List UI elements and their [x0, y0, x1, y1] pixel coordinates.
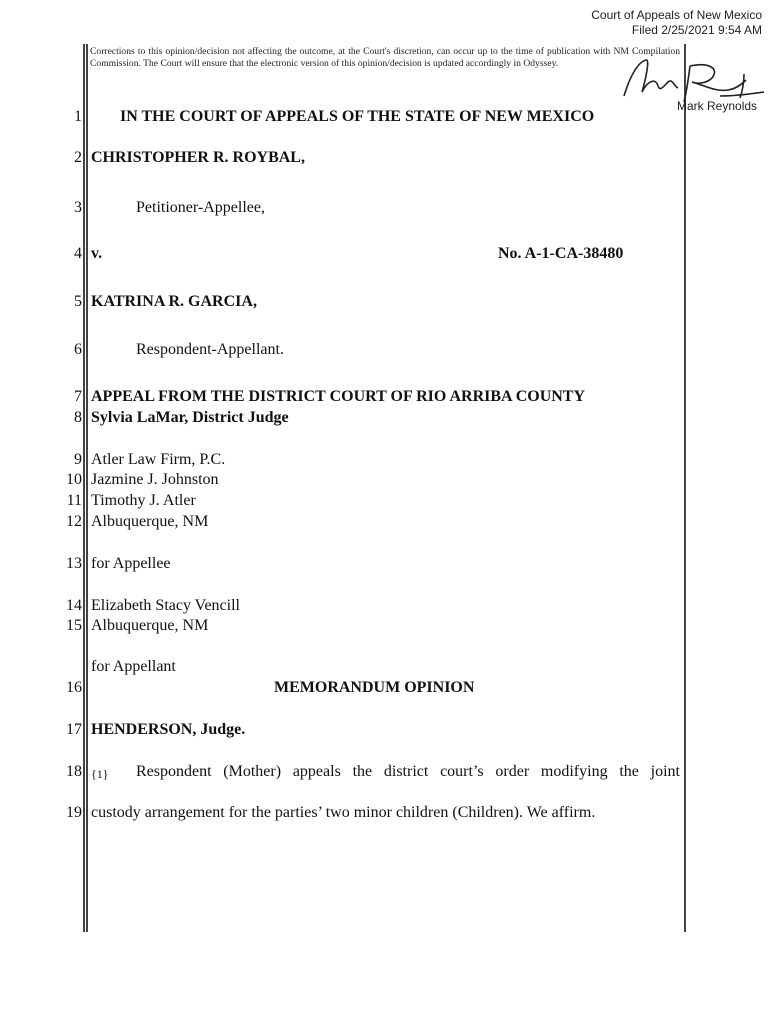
body-text: custody arrangement for the parties’ two minor children (Children). We affirm.: [91, 804, 596, 821]
line-number: 16: [66, 679, 82, 696]
for-appellee: for Appellee: [91, 555, 171, 572]
versus: v.: [91, 245, 103, 262]
appellee-firm: Atler Law Firm, P.C.: [91, 451, 226, 468]
appellee-attorney: Jazmine J. Johnston: [91, 471, 219, 488]
left-margin-rule-inner: [86, 44, 88, 932]
case-number: No. A-1-CA-38480: [498, 245, 624, 262]
respondent-name: KATRINA R. GARCIA,: [91, 293, 257, 310]
line-number: 9: [74, 451, 82, 468]
for-appellant: for Appellant: [91, 658, 176, 675]
line-number: 5: [74, 293, 82, 310]
appellant-attorney: Elizabeth Stacy Vencill: [91, 597, 240, 614]
line-number: 7: [74, 388, 82, 405]
opinion-title: MEMORANDUM OPINION: [274, 679, 475, 696]
corrections-notice: Corrections to this opinion/decision not affecting the outcome, at the Court's discretion, can occur up to the time of publication with NM Compilation Commission. The Court will ensure that the electronic version of this opinion/decision is updated accordingly in Odyssey.: [90, 46, 680, 69]
right-margin-rule: [684, 44, 686, 932]
line-number: 19: [66, 804, 82, 821]
judge-name: HENDERSON, Judge.: [91, 721, 246, 738]
line-number: 2: [74, 149, 82, 166]
signer-name: Mark Reynolds: [677, 99, 758, 113]
respondent-role: Respondent-Appellant.: [136, 341, 284, 358]
appellee-city: Albuquerque, NM: [91, 513, 209, 530]
left-margin-rule: [83, 44, 85, 932]
line-number: 18: [66, 763, 82, 780]
district-judge: Sylvia LaMar, District Judge: [91, 409, 289, 426]
line-number: 13: [66, 555, 82, 572]
court-heading: IN THE COURT OF APPEALS OF THE STATE OF NEW MEXICO: [120, 108, 595, 125]
appellee-attorney: Timothy J. Atler: [91, 492, 196, 509]
body-text: Respondent (Mother) appeals the district court’s order modifying the joint: [136, 763, 680, 780]
line-number: 12: [66, 513, 82, 530]
line-number: 11: [66, 492, 82, 509]
line-number: 17: [66, 721, 82, 738]
line-number: 4: [74, 245, 82, 262]
court-stamp: Court of Appeals of New Mexico: [591, 8, 762, 22]
petitioner-role: Petitioner-Appellee,: [136, 199, 265, 216]
line-number: 10: [66, 471, 82, 488]
line-number: 8: [74, 409, 82, 426]
filed-stamp: Filed 2/25/2021 9:54 AM: [631, 23, 762, 37]
petitioner-name: CHRISTOPHER R. ROYBAL,: [91, 149, 305, 166]
line-number: 15: [66, 617, 82, 634]
appeal-from: APPEAL FROM THE DISTRICT COURT OF RIO ARRIBA COUNTY: [91, 388, 586, 405]
line-number: 6: [74, 341, 82, 358]
appellant-city: Albuquerque, NM: [91, 617, 209, 634]
line-number: 14: [66, 597, 82, 614]
line-number: 3: [74, 199, 82, 216]
line-number: 1: [74, 108, 82, 125]
paragraph-mark: {1}: [91, 767, 109, 781]
